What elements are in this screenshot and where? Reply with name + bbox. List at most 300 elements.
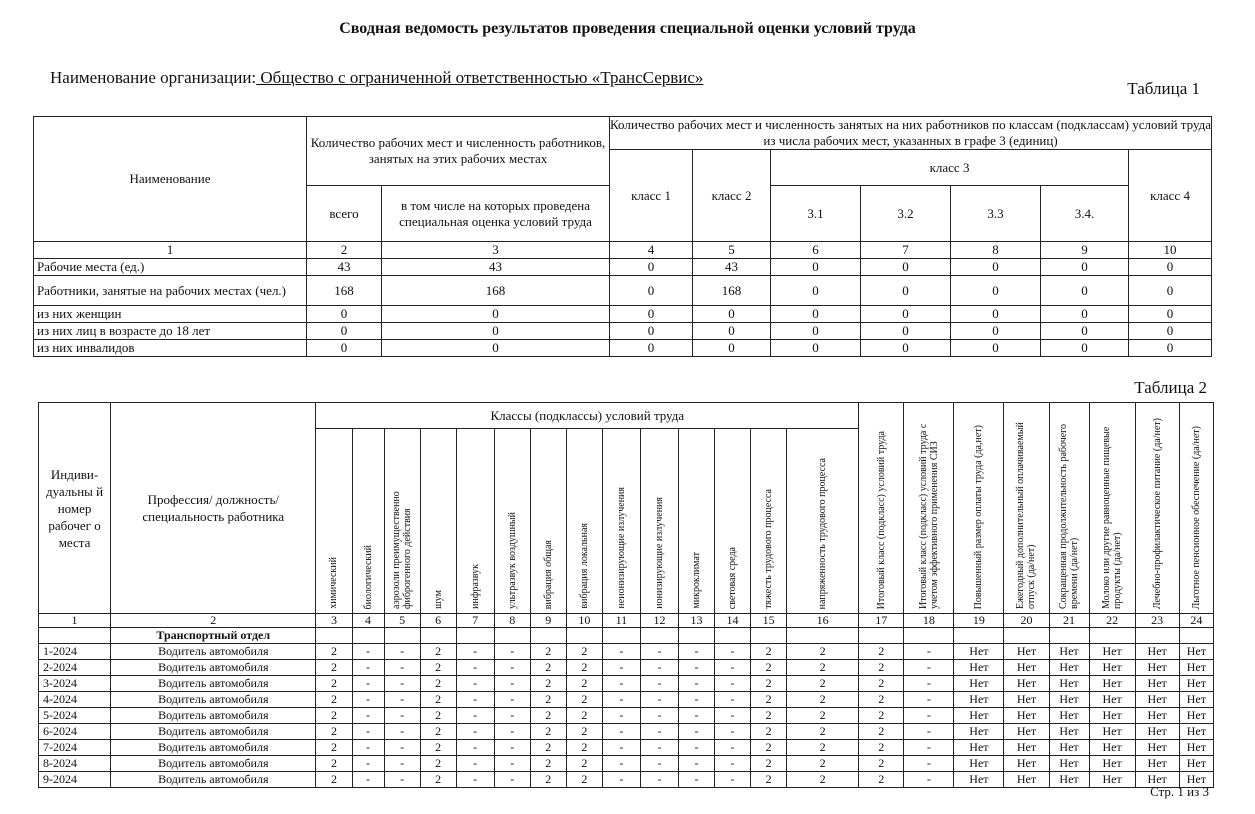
t2-row <box>39 724 1214 740</box>
t2-cell: 2 <box>530 660 566 676</box>
organization-name: Общество с ограниченной ответственностью «ТрансСервис» <box>256 68 704 87</box>
t2-cell <box>420 628 456 644</box>
t2-cell: - <box>678 708 714 724</box>
t1-header-class1: класс 1 <box>610 150 693 242</box>
t2-cell: Нет <box>1135 692 1179 708</box>
t1-cell: 0 <box>307 306 382 323</box>
t2-cell <box>678 628 714 644</box>
t2-cell <box>1179 628 1213 644</box>
t2-header-factor-text: световая среда <box>727 546 739 609</box>
t2-colnum: 24 <box>1179 614 1213 628</box>
t2-cell: Нет <box>1049 692 1089 708</box>
t2-colnum: 2 <box>111 614 316 628</box>
t1-cell: 0 <box>861 306 951 323</box>
t2-cell <box>494 628 530 644</box>
t2-cell: Нет <box>1179 676 1213 692</box>
t2-cell: - <box>678 724 714 740</box>
t2-cell <box>602 628 640 644</box>
t2-cell: 2 <box>787 724 859 740</box>
t2-cell: Нет <box>1049 756 1089 772</box>
t1-colnum: 8 <box>951 242 1041 259</box>
t1-row-label: из них лиц в возрасте до 18 лет <box>34 323 307 340</box>
t2-cell: - <box>384 692 420 708</box>
t2-cell: - <box>715 644 751 660</box>
t2-cell: - <box>640 708 678 724</box>
t2-cell: - <box>715 724 751 740</box>
t1-column-numbers <box>34 242 1212 259</box>
t2-cell: - <box>456 772 494 788</box>
t2-cell: 2 <box>530 692 566 708</box>
t2-cell: - <box>640 676 678 692</box>
t2-cell: - <box>352 724 384 740</box>
t2-cell: Нет <box>1049 660 1089 676</box>
t2-cell: 2 <box>566 772 602 788</box>
t2-cell: Нет <box>1135 772 1179 788</box>
t2-cell: Нет <box>954 644 1004 660</box>
t2-cell: Нет <box>1004 692 1049 708</box>
t2-cell: 2 <box>316 644 352 660</box>
t2-header-factor <box>640 429 678 614</box>
t2-cell: Нет <box>954 772 1004 788</box>
t1-cell: 0 <box>1129 340 1212 357</box>
t2-header-extra <box>1135 403 1179 614</box>
t2-cell: - <box>904 724 954 740</box>
t2-header-factor <box>678 429 714 614</box>
t1-cell: 168 <box>693 276 771 306</box>
t2-header-factor-text: ультразвук воздушный <box>506 512 518 609</box>
t2-cell: Нет <box>954 756 1004 772</box>
t2-colnum: 3 <box>316 614 352 628</box>
t2-cell: - <box>384 708 420 724</box>
t2-cell <box>316 628 352 644</box>
t2-header-extra <box>1004 403 1049 614</box>
t2-cell: 2 <box>751 692 787 708</box>
t1-cell: 0 <box>307 340 382 357</box>
t2-cell: Нет <box>1179 740 1213 756</box>
t2-cell: Нет <box>1004 756 1049 772</box>
t2-colnum: 18 <box>904 614 954 628</box>
t2-header-factor <box>602 429 640 614</box>
t2-colnum: 10 <box>566 614 602 628</box>
t2-cell: - <box>456 708 494 724</box>
t2-cell: 2 <box>530 708 566 724</box>
t1-header-class-3-4: 3.4. <box>1041 186 1129 242</box>
t2-header-factor <box>420 429 456 614</box>
t2-cell: 2 <box>566 644 602 660</box>
t2-profession: Водитель автомобиля <box>111 644 316 660</box>
t2-header-profession: Профессия/ должность/ специальность работника <box>111 403 316 614</box>
t2-header-extra-text: Итоговый класс (подкласс) условий труда с учетом эффективного применения СИЗ <box>917 423 940 609</box>
t1-cell: 0 <box>861 276 951 306</box>
t2-header-factor <box>566 429 602 614</box>
t2-cell: - <box>602 740 640 756</box>
t1-cell: 0 <box>861 259 951 276</box>
t2-cell: 2 <box>420 724 456 740</box>
t2-cell: 2 <box>530 676 566 692</box>
t2-row <box>39 756 1214 772</box>
t2-colnum: 8 <box>494 614 530 628</box>
t2-cell: Нет <box>1004 708 1049 724</box>
t1-cell: 0 <box>610 276 693 306</box>
t2-cell <box>456 628 494 644</box>
t2-cell: 2 <box>859 772 904 788</box>
t2-cell: 2 <box>859 756 904 772</box>
t2-cell: 2 <box>566 756 602 772</box>
t2-cell <box>530 628 566 644</box>
t2-cell <box>384 628 420 644</box>
t2-cell: Нет <box>954 740 1004 756</box>
t2-cell <box>640 628 678 644</box>
t2-cell: 2 <box>316 724 352 740</box>
t2-cell: - <box>384 772 420 788</box>
t2-header-extra-text: Итоговый класс (подкласс) условий труда <box>875 430 887 609</box>
t2-cell: - <box>494 772 530 788</box>
t2-cell: - <box>715 676 751 692</box>
t2-colnum: 14 <box>715 614 751 628</box>
t2-workplace-id: 6-2024 <box>39 724 111 740</box>
t1-row <box>34 276 1212 306</box>
t2-cell: 2 <box>316 756 352 772</box>
t2-cell: Нет <box>1179 660 1213 676</box>
t2-profession: Водитель автомобиля <box>111 740 316 756</box>
t1-cell: 0 <box>382 323 610 340</box>
t2-cell: 2 <box>530 644 566 660</box>
t2-cell: Нет <box>1135 724 1179 740</box>
table1-label: Таблица 1 <box>1127 79 1200 98</box>
t2-header-factor <box>787 429 859 614</box>
t1-cell: 0 <box>693 340 771 357</box>
t2-cell: 2 <box>751 676 787 692</box>
t2-cell: - <box>352 740 384 756</box>
t2-header-extra <box>954 403 1004 614</box>
t2-workplace-id: 3-2024 <box>39 676 111 692</box>
t2-cell: Нет <box>954 676 1004 692</box>
t1-colnum: 5 <box>693 242 771 259</box>
t2-cell: Нет <box>1089 772 1135 788</box>
t1-cell: 0 <box>1041 276 1129 306</box>
t1-colnum: 9 <box>1041 242 1129 259</box>
t1-cell: 0 <box>951 276 1041 306</box>
t1-header-classes: Количество рабочих мест и численность занятых на них работников по классам (подклассам) условий труда из числа рабочих мест, указанных в графе 3 (единиц) <box>610 117 1212 148</box>
t2-colnum: 9 <box>530 614 566 628</box>
t2-cell: 2 <box>566 676 602 692</box>
t2-cell: - <box>715 772 751 788</box>
t2-cell: 2 <box>566 708 602 724</box>
t2-cell: 2 <box>859 644 904 660</box>
t2-cell: - <box>602 660 640 676</box>
t2-cell: 2 <box>751 772 787 788</box>
t2-cell: Нет <box>954 708 1004 724</box>
t2-cell <box>715 628 751 644</box>
t2-colnum: 11 <box>602 614 640 628</box>
t2-colnum: 5 <box>384 614 420 628</box>
t2-cell: - <box>352 772 384 788</box>
t2-cell: Нет <box>1135 660 1179 676</box>
t2-cell: - <box>384 756 420 772</box>
t2-header-factor-text: ионизирующие излучения <box>653 497 665 609</box>
t1-cell: 0 <box>951 340 1041 357</box>
t2-cell: 2 <box>316 692 352 708</box>
t2-cell: Нет <box>1179 772 1213 788</box>
t2-profession: Водитель автомобиля <box>111 692 316 708</box>
t2-cell: - <box>602 724 640 740</box>
t2-header-classes: Классы (подклассы) условий труда <box>316 403 859 429</box>
t1-cell: 0 <box>771 306 861 323</box>
t2-row <box>39 644 1214 660</box>
t2-cell: Нет <box>1004 644 1049 660</box>
t2-cell: - <box>602 676 640 692</box>
t1-colnum: 10 <box>1129 242 1212 259</box>
t2-cell: - <box>715 740 751 756</box>
t2-cell: Нет <box>1135 676 1179 692</box>
t1-row-label: Рабочие места (ед.) <box>34 259 307 276</box>
t2-cell: 2 <box>530 724 566 740</box>
t2-cell: - <box>602 692 640 708</box>
t2-cell: - <box>494 708 530 724</box>
t1-cell: 0 <box>1041 259 1129 276</box>
t2-cell: 2 <box>420 708 456 724</box>
t2-cell <box>954 628 1004 644</box>
t2-header-extra-text: Повышенный размер оплаты труда (да,нет) <box>973 424 985 609</box>
t2-cell: - <box>904 660 954 676</box>
t1-cell: 0 <box>1129 276 1212 306</box>
t2-header-factor-text: вибрация локальная <box>578 523 590 609</box>
t2-cell: - <box>640 724 678 740</box>
t2-cell: - <box>904 740 954 756</box>
t2-colnum: 6 <box>420 614 456 628</box>
t2-cell: Нет <box>954 692 1004 708</box>
t1-row <box>34 340 1212 357</box>
t2-cell: Нет <box>1135 740 1179 756</box>
t2-cell: 2 <box>787 740 859 756</box>
organization-line <box>50 68 703 88</box>
t2-header-extra-text: Молоко или другие равноценные пищевые продукты (да/нет) <box>1101 426 1124 609</box>
t2-cell: - <box>384 644 420 660</box>
t2-cell: 2 <box>530 740 566 756</box>
t2-cell: - <box>494 660 530 676</box>
t2-cell: Нет <box>1049 708 1089 724</box>
t2-cell: - <box>640 644 678 660</box>
t2-cell: Нет <box>1004 772 1049 788</box>
t2-cell: - <box>494 740 530 756</box>
t2-header-id: Индиви-дуальны й номер рабочег о места <box>39 403 111 614</box>
t2-cell: - <box>715 708 751 724</box>
t2-cell: - <box>678 772 714 788</box>
t2-cell: Нет <box>1089 756 1135 772</box>
t1-row-label: из них инвалидов <box>34 340 307 357</box>
t2-cell: 2 <box>859 692 904 708</box>
t2-cell: - <box>494 676 530 692</box>
t2-cell <box>787 628 859 644</box>
t1-cell: 0 <box>771 340 861 357</box>
t2-workplace-id: 4-2024 <box>39 692 111 708</box>
t1-header-class-3-3: 3.3 <box>951 186 1041 242</box>
t2-cell: - <box>384 724 420 740</box>
t2-cell: - <box>456 724 494 740</box>
t2-cell: - <box>640 660 678 676</box>
t2-cell: Нет <box>1135 756 1179 772</box>
t2-cell: Нет <box>1049 772 1089 788</box>
t2-cell: Нет <box>1004 740 1049 756</box>
t1-header-class2: класс 2 <box>693 150 771 242</box>
t1-colnum: 1 <box>34 242 307 259</box>
t2-colnum: 1 <box>39 614 111 628</box>
t2-cell: 2 <box>859 724 904 740</box>
t2-cell: - <box>352 644 384 660</box>
t2-header-factor <box>316 429 352 614</box>
t2-cell: - <box>640 772 678 788</box>
t2-cell: 2 <box>420 660 456 676</box>
t2-colnum: 7 <box>456 614 494 628</box>
t1-cell: 0 <box>951 259 1041 276</box>
t2-row <box>39 676 1214 692</box>
t2-cell: - <box>494 724 530 740</box>
t2-header-factor <box>456 429 494 614</box>
t2-cell <box>566 628 602 644</box>
t1-row <box>34 323 1212 340</box>
t2-cell: Нет <box>1089 692 1135 708</box>
t2-header-extra <box>1089 403 1135 614</box>
t2-cell: - <box>904 644 954 660</box>
t2-cell: Нет <box>1089 724 1135 740</box>
t2-cell <box>1089 628 1135 644</box>
t2-cell <box>352 628 384 644</box>
t2-cell: Нет <box>1049 676 1089 692</box>
t2-cell: - <box>715 692 751 708</box>
t2-cell: - <box>494 644 530 660</box>
t2-cell: 2 <box>787 756 859 772</box>
t2-cell: 2 <box>566 724 602 740</box>
t2-cell: 2 <box>316 708 352 724</box>
t2-cell: 2 <box>787 660 859 676</box>
t2-cell: Нет <box>954 660 1004 676</box>
t2-cell: 2 <box>787 772 859 788</box>
t2-row <box>39 772 1214 788</box>
t2-cell: Нет <box>1004 724 1049 740</box>
t1-cell: 0 <box>1041 323 1129 340</box>
t2-cell: - <box>678 756 714 772</box>
t2-cell: - <box>640 740 678 756</box>
t2-colnum: 20 <box>1004 614 1049 628</box>
document-title: Сводная ведомость результатов проведения специальной оценки условий труда <box>339 20 916 37</box>
t2-cell: 2 <box>420 692 456 708</box>
t2-cell: Нет <box>1179 708 1213 724</box>
t1-cell: 0 <box>610 323 693 340</box>
t2-cell: - <box>602 756 640 772</box>
t2-cell: - <box>678 740 714 756</box>
t2-cell: 2 <box>566 660 602 676</box>
t2-cell: Нет <box>1049 740 1089 756</box>
t1-cell: 0 <box>951 323 1041 340</box>
t2-colnum: 13 <box>678 614 714 628</box>
t1-cell: 0 <box>307 323 382 340</box>
t2-header-factor <box>530 429 566 614</box>
t2-colnum: 12 <box>640 614 678 628</box>
t2-cell: - <box>640 692 678 708</box>
t1-cell: 168 <box>307 276 382 306</box>
summary-table <box>33 116 1212 357</box>
t2-header-factor <box>751 429 787 614</box>
t2-colnum: 19 <box>954 614 1004 628</box>
t2-cell: 2 <box>751 644 787 660</box>
t1-colnum: 4 <box>610 242 693 259</box>
t1-cell: 0 <box>861 323 951 340</box>
t2-cell: - <box>678 676 714 692</box>
t2-cell: Нет <box>1135 644 1179 660</box>
t1-cell: 0 <box>861 340 951 357</box>
t2-header-extra <box>1179 403 1213 614</box>
t2-workplace-id: 8-2024 <box>39 756 111 772</box>
t1-cell: 0 <box>771 323 861 340</box>
t2-workplace-id: 5-2024 <box>39 708 111 724</box>
t2-cell: - <box>602 772 640 788</box>
t2-profession: Водитель автомобиля <box>111 676 316 692</box>
t1-cell: 0 <box>1129 323 1212 340</box>
t2-cell: 2 <box>859 740 904 756</box>
t2-cell: 2 <box>859 708 904 724</box>
t1-header-class-3-1: 3.1 <box>771 186 861 242</box>
t2-header-factor-text: микроклимат <box>690 552 702 609</box>
t2-cell: - <box>904 756 954 772</box>
t2-cell: 2 <box>787 692 859 708</box>
t2-cell: Нет <box>1179 724 1213 740</box>
t1-row <box>34 306 1212 323</box>
t1-cell: 0 <box>1129 306 1212 323</box>
t2-header-factor-text: шум <box>432 590 444 609</box>
t2-cell <box>859 628 904 644</box>
t2-cell: - <box>352 708 384 724</box>
t1-header-included: в том числе на которых проведена специальная оценка условий труда <box>382 186 610 242</box>
t2-row <box>39 692 1214 708</box>
t2-cell: Нет <box>1179 756 1213 772</box>
t2-header-extra <box>859 403 904 614</box>
t2-cell: Нет <box>1089 644 1135 660</box>
t2-cell: - <box>904 676 954 692</box>
t1-cell: 0 <box>610 306 693 323</box>
t2-cell: 2 <box>420 676 456 692</box>
t2-header-factor <box>384 429 420 614</box>
t2-header-factor-text: вибрация общая <box>542 539 554 609</box>
t2-header-factor-text: биологический <box>362 544 374 609</box>
t2-cell: - <box>602 644 640 660</box>
t2-header-factor-text: неионизирующие излучения <box>615 487 627 609</box>
t1-cell: 0 <box>382 340 610 357</box>
t2-header-factor <box>494 429 530 614</box>
t2-cell: - <box>715 756 751 772</box>
t2-cell: 2 <box>316 660 352 676</box>
t2-workplace-id: 7-2024 <box>39 740 111 756</box>
t2-header-extra <box>1049 403 1089 614</box>
t2-cell: Нет <box>1049 644 1089 660</box>
t2-cell: - <box>352 756 384 772</box>
t2-header-factor-text: напряженность трудового процесса <box>817 457 829 609</box>
t1-cell: 0 <box>771 276 861 306</box>
t2-cell: - <box>904 708 954 724</box>
t2-colnum: 21 <box>1049 614 1089 628</box>
t2-cell: 2 <box>859 660 904 676</box>
t1-header-class3: класс 3 <box>771 150 1129 186</box>
t2-cell: - <box>352 660 384 676</box>
t2-cell: 2 <box>751 708 787 724</box>
t2-cell: Нет <box>1089 740 1135 756</box>
t2-cell: 2 <box>787 708 859 724</box>
t2-cell: - <box>602 708 640 724</box>
table2-label: Таблица 2 <box>1134 378 1207 397</box>
t2-cell <box>1049 628 1089 644</box>
t1-cell: 0 <box>693 306 771 323</box>
t2-row <box>39 708 1214 724</box>
t2-header-extra-text: Лечебно-профилактическое питание (да/нет) <box>1151 417 1163 609</box>
